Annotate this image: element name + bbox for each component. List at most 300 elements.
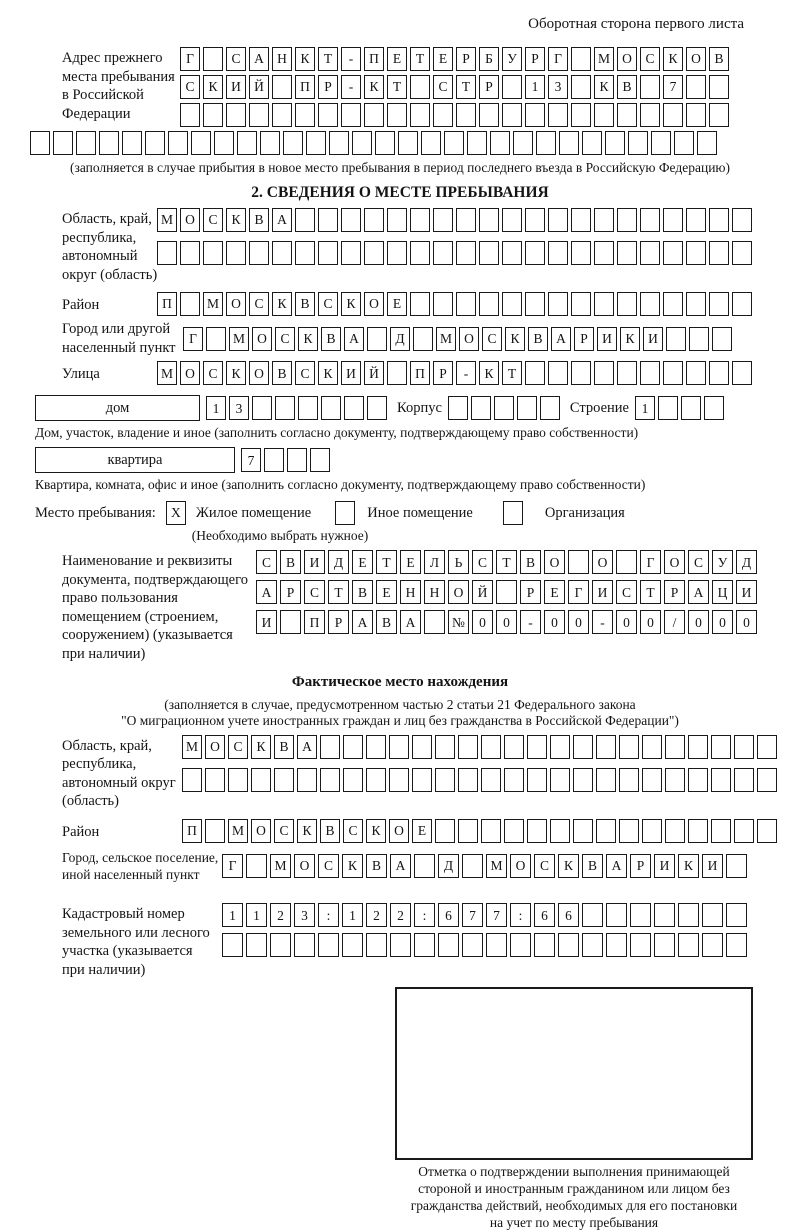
char-cell[interactable] xyxy=(732,292,752,316)
char-cell[interactable] xyxy=(548,361,568,385)
char-cell[interactable]: Е xyxy=(400,550,421,574)
char-cell[interactable]: Д xyxy=(736,550,757,574)
char-cell[interactable] xyxy=(568,550,589,574)
char-cell[interactable] xyxy=(651,131,671,155)
char-cell[interactable]: С xyxy=(304,580,325,604)
char-cell[interactable]: К xyxy=(558,854,579,878)
char-cell[interactable] xyxy=(596,768,616,792)
char-cell[interactable] xyxy=(456,208,476,232)
char-cell[interactable]: В xyxy=(321,327,341,351)
char-cell[interactable] xyxy=(665,819,685,843)
char-cell[interactable] xyxy=(191,131,211,155)
char-cell[interactable]: К xyxy=(226,208,246,232)
char-cell[interactable]: Р xyxy=(433,361,453,385)
char-cell[interactable] xyxy=(548,292,568,316)
char-cell[interactable]: Й xyxy=(249,75,269,99)
char-cell[interactable] xyxy=(481,735,501,759)
char-cell[interactable] xyxy=(412,768,432,792)
char-cell[interactable] xyxy=(709,208,729,232)
char-cell[interactable] xyxy=(550,819,570,843)
char-cell[interactable] xyxy=(573,768,593,792)
char-cell[interactable]: А xyxy=(551,327,571,351)
char-cell[interactable]: Т xyxy=(376,550,397,574)
char-cell[interactable] xyxy=(320,735,340,759)
char-cell[interactable]: 1 xyxy=(246,903,267,927)
char-cell[interactable] xyxy=(558,933,579,957)
char-cell[interactable] xyxy=(510,933,531,957)
char-cell[interactable] xyxy=(122,131,142,155)
char-cell[interactable]: 7 xyxy=(462,903,483,927)
char-cell[interactable]: Д xyxy=(328,550,349,574)
char-cell[interactable] xyxy=(642,735,662,759)
char-cell[interactable] xyxy=(342,933,363,957)
char-cell[interactable] xyxy=(757,735,777,759)
char-cell[interactable]: К xyxy=(297,819,317,843)
char-cell[interactable]: Т xyxy=(502,361,522,385)
char-cell[interactable] xyxy=(435,735,455,759)
char-cell[interactable]: Е xyxy=(412,819,432,843)
char-cell[interactable] xyxy=(640,208,660,232)
char-cell[interactable] xyxy=(329,131,349,155)
char-cell[interactable] xyxy=(341,103,361,127)
char-cell[interactable]: И xyxy=(597,327,617,351)
char-cell[interactable] xyxy=(410,292,430,316)
char-cell[interactable]: В xyxy=(352,580,373,604)
char-cell[interactable]: Р xyxy=(456,47,476,71)
char-cell[interactable]: К xyxy=(505,327,525,351)
char-cell[interactable] xyxy=(663,292,683,316)
char-cell[interactable]: Т xyxy=(328,580,349,604)
char-cell[interactable] xyxy=(272,241,292,265)
char-cell[interactable]: В xyxy=(582,854,603,878)
char-cell[interactable]: / xyxy=(664,610,685,634)
char-cell[interactable] xyxy=(617,361,637,385)
char-cell[interactable]: И xyxy=(226,75,246,99)
char-cell[interactable] xyxy=(548,103,568,127)
char-cell[interactable] xyxy=(640,292,660,316)
char-cell[interactable] xyxy=(203,47,223,71)
char-cell[interactable] xyxy=(226,103,246,127)
char-cell[interactable] xyxy=(260,131,280,155)
char-cell[interactable]: 3 xyxy=(548,75,568,99)
char-cell[interactable] xyxy=(573,819,593,843)
char-cell[interactable]: М xyxy=(436,327,456,351)
char-cell[interactable]: А xyxy=(256,580,277,604)
char-cell[interactable] xyxy=(496,580,517,604)
char-cell[interactable]: О xyxy=(249,361,269,385)
char-cell[interactable] xyxy=(413,327,433,351)
char-cell[interactable]: К xyxy=(342,854,363,878)
char-cell[interactable]: И xyxy=(304,550,325,574)
char-cell[interactable] xyxy=(640,103,660,127)
char-cell[interactable]: Т xyxy=(318,47,338,71)
char-cell[interactable] xyxy=(390,933,411,957)
char-cell[interactable] xyxy=(387,103,407,127)
char-cell[interactable] xyxy=(272,103,292,127)
char-cell[interactable]: О xyxy=(389,819,409,843)
char-cell[interactable]: С xyxy=(433,75,453,99)
char-cell[interactable] xyxy=(389,735,409,759)
char-cell[interactable] xyxy=(630,933,651,957)
char-cell[interactable] xyxy=(550,768,570,792)
char-cell[interactable] xyxy=(251,768,271,792)
char-cell[interactable] xyxy=(681,396,701,420)
char-cell[interactable] xyxy=(709,103,729,127)
char-cell[interactable]: К xyxy=(298,327,318,351)
char-cell[interactable]: А xyxy=(297,735,317,759)
char-cell[interactable]: О xyxy=(617,47,637,71)
char-cell[interactable] xyxy=(709,292,729,316)
char-cell[interactable]: Г xyxy=(568,580,589,604)
char-cell[interactable]: Т xyxy=(387,75,407,99)
char-cell[interactable]: : xyxy=(318,903,339,927)
char-cell[interactable] xyxy=(246,933,267,957)
char-cell[interactable]: Е xyxy=(387,292,407,316)
char-cell[interactable]: С xyxy=(318,854,339,878)
char-cell[interactable]: К xyxy=(318,361,338,385)
char-cell[interactable] xyxy=(658,396,678,420)
char-cell[interactable]: Е xyxy=(387,47,407,71)
char-cell[interactable] xyxy=(479,292,499,316)
char-cell[interactable] xyxy=(435,819,455,843)
char-cell[interactable] xyxy=(525,208,545,232)
char-cell[interactable] xyxy=(571,103,591,127)
char-cell[interactable]: А xyxy=(344,327,364,351)
char-cell[interactable] xyxy=(712,327,732,351)
char-cell[interactable]: - xyxy=(592,610,613,634)
char-cell[interactable] xyxy=(203,241,223,265)
char-cell[interactable] xyxy=(502,241,522,265)
char-cell[interactable] xyxy=(341,208,361,232)
char-cell[interactable]: В xyxy=(528,327,548,351)
char-cell[interactable]: - xyxy=(341,47,361,71)
char-cell[interactable] xyxy=(550,735,570,759)
char-cell[interactable] xyxy=(246,854,267,878)
char-cell[interactable]: М xyxy=(157,208,177,232)
char-cell[interactable]: В xyxy=(280,550,301,574)
char-cell[interactable] xyxy=(709,241,729,265)
char-cell[interactable]: 7 xyxy=(241,448,261,472)
char-cell[interactable] xyxy=(341,241,361,265)
char-cell[interactable]: С xyxy=(274,819,294,843)
char-cell[interactable]: № xyxy=(448,610,469,634)
char-cell[interactable]: Р xyxy=(664,580,685,604)
char-cell[interactable] xyxy=(606,903,627,927)
char-cell[interactable]: С xyxy=(203,208,223,232)
char-cell[interactable]: И xyxy=(256,610,277,634)
char-cell[interactable]: А xyxy=(688,580,709,604)
char-cell[interactable]: М xyxy=(594,47,614,71)
char-cell[interactable] xyxy=(486,933,507,957)
char-cell[interactable] xyxy=(504,819,524,843)
char-cell[interactable]: С xyxy=(295,361,315,385)
char-cell[interactable]: К xyxy=(620,327,640,351)
char-cell[interactable] xyxy=(306,131,326,155)
char-cell[interactable] xyxy=(226,241,246,265)
char-cell[interactable]: С xyxy=(180,75,200,99)
char-cell[interactable]: С xyxy=(256,550,277,574)
char-cell[interactable]: С xyxy=(688,550,709,574)
char-cell[interactable] xyxy=(502,103,522,127)
char-cell[interactable] xyxy=(456,103,476,127)
char-cell[interactable] xyxy=(272,75,292,99)
char-cell[interactable] xyxy=(686,241,706,265)
char-cell[interactable] xyxy=(630,903,651,927)
char-cell[interactable] xyxy=(275,396,295,420)
char-cell[interactable] xyxy=(206,327,226,351)
char-cell[interactable] xyxy=(709,361,729,385)
char-cell[interactable]: П xyxy=(304,610,325,634)
char-cell[interactable] xyxy=(642,819,662,843)
char-cell[interactable]: 1 xyxy=(206,396,226,420)
char-cell[interactable] xyxy=(410,208,430,232)
char-cell[interactable] xyxy=(343,768,363,792)
char-cell[interactable] xyxy=(410,75,430,99)
char-cell[interactable]: - xyxy=(456,361,476,385)
char-cell[interactable] xyxy=(387,241,407,265)
char-cell[interactable] xyxy=(665,768,685,792)
char-cell[interactable]: П xyxy=(182,819,202,843)
char-cell[interactable]: В xyxy=(709,47,729,71)
char-cell[interactable]: В xyxy=(520,550,541,574)
char-cell[interactable]: И xyxy=(736,580,757,604)
char-cell[interactable] xyxy=(389,768,409,792)
char-cell[interactable]: К xyxy=(295,47,315,71)
char-cell[interactable] xyxy=(640,75,660,99)
char-cell[interactable] xyxy=(297,768,317,792)
char-cell[interactable]: Л xyxy=(424,550,445,574)
char-cell[interactable]: 0 xyxy=(712,610,733,634)
char-cell[interactable] xyxy=(726,933,747,957)
char-cell[interactable] xyxy=(387,361,407,385)
char-cell[interactable]: 6 xyxy=(558,903,579,927)
char-cell[interactable]: Р xyxy=(318,75,338,99)
char-cell[interactable] xyxy=(182,768,202,792)
char-cell[interactable]: А xyxy=(606,854,627,878)
char-cell[interactable]: О xyxy=(459,327,479,351)
char-cell[interactable]: П xyxy=(295,75,315,99)
char-cell[interactable] xyxy=(99,131,119,155)
char-cell[interactable]: А xyxy=(390,854,411,878)
char-cell[interactable]: В xyxy=(320,819,340,843)
char-cell[interactable] xyxy=(294,933,315,957)
char-cell[interactable]: Р xyxy=(574,327,594,351)
char-cell[interactable]: Т xyxy=(410,47,430,71)
char-cell[interactable]: О xyxy=(364,292,384,316)
char-cell[interactable] xyxy=(654,933,675,957)
char-cell[interactable] xyxy=(628,131,648,155)
char-cell[interactable]: Т xyxy=(456,75,476,99)
char-cell[interactable] xyxy=(513,131,533,155)
char-cell[interactable]: М xyxy=(203,292,223,316)
char-cell[interactable]: М xyxy=(182,735,202,759)
char-cell[interactable]: 2 xyxy=(270,903,291,927)
char-cell[interactable]: 6 xyxy=(438,903,459,927)
char-cell[interactable]: К xyxy=(226,361,246,385)
char-cell[interactable]: Р xyxy=(328,610,349,634)
char-cell[interactable] xyxy=(666,327,686,351)
char-cell[interactable] xyxy=(594,241,614,265)
char-cell[interactable] xyxy=(540,396,560,420)
char-cell[interactable] xyxy=(525,361,545,385)
char-cell[interactable] xyxy=(502,208,522,232)
char-cell[interactable] xyxy=(663,208,683,232)
char-cell[interactable] xyxy=(732,208,752,232)
char-cell[interactable] xyxy=(504,768,524,792)
char-cell[interactable] xyxy=(734,819,754,843)
char-cell[interactable] xyxy=(704,396,724,420)
char-cell[interactable] xyxy=(228,768,248,792)
char-cell[interactable] xyxy=(366,933,387,957)
char-cell[interactable]: Ц xyxy=(712,580,733,604)
char-cell[interactable] xyxy=(433,241,453,265)
char-cell[interactable]: В xyxy=(272,361,292,385)
char-cell[interactable]: И xyxy=(702,854,723,878)
char-cell[interactable]: Г xyxy=(222,854,243,878)
char-cell[interactable] xyxy=(582,903,603,927)
char-cell[interactable]: О xyxy=(686,47,706,71)
char-cell[interactable] xyxy=(757,768,777,792)
char-cell[interactable]: Р xyxy=(630,854,651,878)
char-cell[interactable] xyxy=(711,819,731,843)
char-cell[interactable] xyxy=(344,396,364,420)
char-cell[interactable] xyxy=(157,241,177,265)
char-cell[interactable] xyxy=(249,103,269,127)
char-cell[interactable]: 1 xyxy=(342,903,363,927)
char-cell[interactable] xyxy=(548,208,568,232)
char-cell[interactable] xyxy=(688,768,708,792)
char-cell[interactable]: Р xyxy=(280,580,301,604)
char-cell[interactable] xyxy=(702,903,723,927)
char-cell[interactable] xyxy=(274,768,294,792)
char-cell[interactable] xyxy=(364,103,384,127)
char-cell[interactable] xyxy=(665,735,685,759)
char-cell[interactable]: В xyxy=(366,854,387,878)
char-cell[interactable]: И xyxy=(592,580,613,604)
char-cell[interactable] xyxy=(686,292,706,316)
char-cell[interactable] xyxy=(458,819,478,843)
char-cell[interactable]: П xyxy=(410,361,430,385)
char-cell[interactable]: Д xyxy=(390,327,410,351)
char-cell[interactable] xyxy=(145,131,165,155)
char-cell[interactable]: М xyxy=(157,361,177,385)
char-cell[interactable] xyxy=(295,103,315,127)
char-cell[interactable]: М xyxy=(229,327,249,351)
char-cell[interactable] xyxy=(640,361,660,385)
char-cell[interactable]: 0 xyxy=(472,610,493,634)
char-cell[interactable] xyxy=(674,131,694,155)
char-cell[interactable]: 0 xyxy=(544,610,565,634)
char-cell[interactable] xyxy=(594,292,614,316)
char-cell[interactable]: К xyxy=(251,735,271,759)
char-cell[interactable]: К xyxy=(364,75,384,99)
char-cell[interactable]: 1 xyxy=(635,396,655,420)
char-cell[interactable]: Н xyxy=(424,580,445,604)
char-cell[interactable] xyxy=(479,241,499,265)
char-cell[interactable] xyxy=(180,103,200,127)
char-cell[interactable]: У xyxy=(502,47,522,71)
char-cell[interactable]: О xyxy=(180,361,200,385)
char-cell[interactable]: 0 xyxy=(736,610,757,634)
char-cell[interactable] xyxy=(732,361,752,385)
char-cell[interactable]: Н xyxy=(400,580,421,604)
char-cell[interactable] xyxy=(619,768,639,792)
char-cell[interactable] xyxy=(571,47,591,71)
char-cell[interactable]: А xyxy=(272,208,292,232)
char-cell[interactable]: 3 xyxy=(229,396,249,420)
char-cell[interactable] xyxy=(364,241,384,265)
char-cell[interactable] xyxy=(458,735,478,759)
char-cell[interactable] xyxy=(180,241,200,265)
char-cell[interactable]: О xyxy=(592,550,613,574)
char-cell[interactable] xyxy=(448,396,468,420)
char-cell[interactable]: Е xyxy=(376,580,397,604)
char-cell[interactable] xyxy=(433,103,453,127)
char-cell[interactable]: О xyxy=(226,292,246,316)
char-cell[interactable] xyxy=(214,131,234,155)
char-cell[interactable] xyxy=(709,75,729,99)
char-cell[interactable] xyxy=(410,103,430,127)
char-cell[interactable]: С xyxy=(249,292,269,316)
char-cell[interactable] xyxy=(663,103,683,127)
char-cell[interactable]: К xyxy=(272,292,292,316)
char-cell[interactable] xyxy=(471,396,491,420)
char-cell[interactable]: - xyxy=(520,610,541,634)
char-cell[interactable]: О xyxy=(251,819,271,843)
char-cell[interactable]: Г xyxy=(183,327,203,351)
char-cell[interactable]: 0 xyxy=(496,610,517,634)
char-cell[interactable] xyxy=(548,241,568,265)
char-cell[interactable] xyxy=(318,103,338,127)
char-cell[interactable] xyxy=(686,361,706,385)
char-cell[interactable] xyxy=(734,735,754,759)
char-cell[interactable] xyxy=(352,131,372,155)
char-cell[interactable] xyxy=(605,131,625,155)
char-cell[interactable] xyxy=(456,241,476,265)
char-cell[interactable]: : xyxy=(510,903,531,927)
char-cell[interactable] xyxy=(525,103,545,127)
char-cell[interactable] xyxy=(458,768,478,792)
char-cell[interactable] xyxy=(534,933,555,957)
char-cell[interactable] xyxy=(264,448,284,472)
checkbox-other-premises[interactable] xyxy=(335,501,355,525)
char-cell[interactable]: 0 xyxy=(688,610,709,634)
char-cell[interactable] xyxy=(414,854,435,878)
char-cell[interactable]: 1 xyxy=(525,75,545,99)
char-cell[interactable] xyxy=(343,735,363,759)
char-cell[interactable]: Г xyxy=(548,47,568,71)
char-cell[interactable] xyxy=(594,361,614,385)
char-cell[interactable]: Г xyxy=(640,550,661,574)
char-cell[interactable] xyxy=(734,768,754,792)
char-cell[interactable]: В xyxy=(295,292,315,316)
char-cell[interactable]: Т xyxy=(640,580,661,604)
char-cell[interactable] xyxy=(571,208,591,232)
char-cell[interactable] xyxy=(726,854,747,878)
char-cell[interactable]: 1 xyxy=(222,903,243,927)
char-cell[interactable]: - xyxy=(341,75,361,99)
char-cell[interactable]: Е xyxy=(352,550,373,574)
char-cell[interactable]: У xyxy=(712,550,733,574)
char-cell[interactable]: И xyxy=(654,854,675,878)
char-cell[interactable]: С xyxy=(534,854,555,878)
char-cell[interactable] xyxy=(410,241,430,265)
char-cell[interactable] xyxy=(295,208,315,232)
char-cell[interactable]: М xyxy=(270,854,291,878)
char-cell[interactable] xyxy=(318,208,338,232)
char-cell[interactable] xyxy=(726,903,747,927)
char-cell[interactable] xyxy=(678,933,699,957)
